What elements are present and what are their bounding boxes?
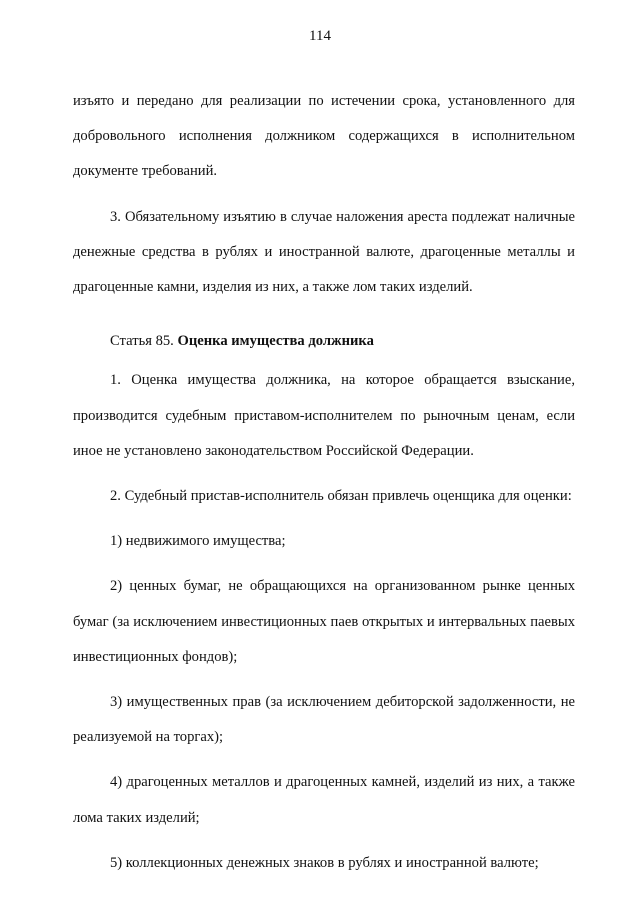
- article-title: Оценка имущества должника: [177, 333, 374, 350]
- paragraph-valuation: 1. Оценка имущества должника, на которое обращается взыскание, производится судебным приставом-исполнителем по рыночным ценам, если иное не установлено законодательством Российской Федерации.: [73, 372, 575, 459]
- list-item: 1) недвижимого имущества;: [110, 533, 286, 550]
- paragraph-mandatory-seizure: 3. Обязательному изъятию в случае наложения ареста подлежат наличные денежные средства в рублях и иностранной валюте, драгоценные металлы и драгоценные камни, изделия из них, а также лом таких изделий.: [73, 208, 575, 296]
- paragraph-continuation: изъято и передано для реализации по истечении срока, установленного для добровольного исполнения должником содержащихся в исполнительном документе требований.: [73, 93, 575, 180]
- document-body: [73, 84, 575, 881]
- article-number: Статья 85.: [110, 333, 178, 350]
- article-heading: [73, 324, 575, 359]
- list-item: 3) имущественных прав (за исключением дебиторской задолженности, не реализуемой на торгах);: [73, 694, 575, 746]
- list-item: 2) ценных бумаг, не обращающихся на организованном рынке ценных бумаг (за исключением инвестиционных паев открытых и интервальных паевых инвестиционных фондов);: [73, 578, 575, 665]
- page-number: 114: [309, 28, 331, 44]
- paragraph-appraiser: 2. Судебный пристав-исполнитель обязан привлечь оценщика для оценки:: [110, 488, 572, 505]
- list-item: 4) драгоценных металлов и драгоценных камней, изделий из них, а также лома таких изделий;: [73, 774, 575, 826]
- list-item: 5) коллекционных денежных знаков в рублях и иностранной валюте;: [110, 854, 539, 871]
